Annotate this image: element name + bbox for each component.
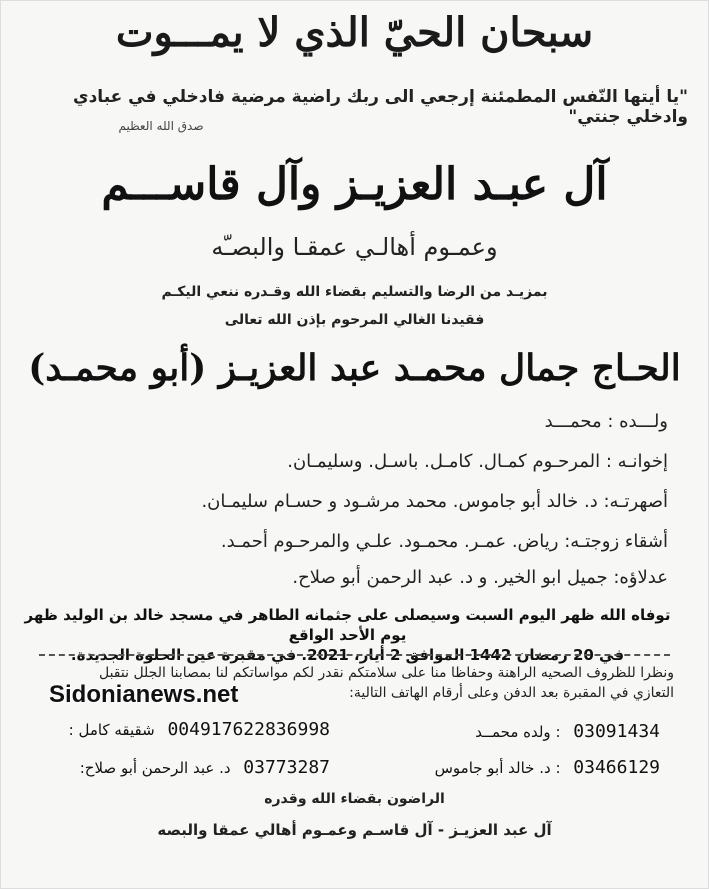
- phone-number: 03773287: [243, 757, 330, 778]
- families-heading: آل عبـد العزيـز وآل قاســـم: [101, 159, 608, 210]
- phone-brother: [69, 719, 338, 740]
- phone-label: د. عبد الرحمن أبو صلاح:: [79, 759, 231, 777]
- phone-separator: :: [555, 723, 561, 741]
- condolence-line-1: ونظرا للظروف الصحيه الراهنة وحفاظا منا على سلامتكم نقدر لكم مواساتكم لنا بمصابنا الجلل نتقبل: [98, 665, 674, 681]
- phone-number: 03091434: [573, 721, 660, 742]
- funeral-line-1: توفاه الله ظهر اليوم السبت وسيصلى على جثمانه الطاهر في مسجد خالد بن الوليد ظهر يوم الأحد الواقع: [24, 606, 671, 644]
- quran-verse: "يا أيتها النّفس المطمئنة إرجعي الى ربك راضية مرضية فادخلي في عبادي وادخلي جنتي": [73, 87, 688, 127]
- signature-line-1: الراضون بقضاء الله وقدره: [264, 791, 445, 807]
- phone-label: شقيقه كامل :: [68, 721, 155, 739]
- site-watermark: Sidonianews.net: [49, 681, 239, 708]
- funeral-line-2: في 20 رمضان 1442 الموافق 2 أيار، 2021. في مقبرة عين الحلوة الجديدة.: [70, 646, 625, 664]
- relative-brothers-in-law: عدلاؤه: جميل ابو الخير. و د. عبد الرحمن أبو صلاح.: [292, 567, 668, 588]
- verse-attribution: صدق الله العظيم: [118, 119, 204, 133]
- condolence-line-2: التعازي في المقبرة بعد الدفن وعلى أرقام الهاتف التالية:: [349, 685, 674, 701]
- announcement-line-2: فقيدنا الغالي المرحوم بإذن الله تعالى: [224, 312, 485, 328]
- signature-line-2: آل عبد العزيـز - آل قاسـم وعمـوم أهالي عمقا والبصه: [157, 821, 552, 839]
- villages-subheading: وعمـوم أهالـي عمقـا والبصـّه: [211, 233, 498, 261]
- phone-son: [475, 721, 668, 742]
- phone-separator: :: [555, 759, 561, 777]
- phone-abdulrahman: [80, 757, 338, 778]
- relative-in-laws: أصهرتـه: د. خالد أبو جاموس. محمد مرشـود و حسـام سليمـان.: [201, 491, 668, 512]
- section-divider: [39, 654, 670, 656]
- phone-number: 004917622836998: [167, 719, 330, 740]
- relative-brothers: إخوانـه : المرحـوم كمـال. كامـل. باسـل. وسليمـان.: [287, 451, 668, 472]
- phone-label: ولده محمــد: [475, 723, 551, 741]
- title-heading: سبحان الحيّ الذي لا يمـــوت: [115, 9, 594, 56]
- phone-label: د. خالد أبو جاموس: [434, 759, 551, 777]
- relative-wife-brothers: أشقاء زوجتـه: رياض. عمـر. محمـود. علـي والمرحـوم أحمـد.: [220, 531, 668, 552]
- funeral-details: [19, 605, 676, 665]
- phone-number: 03466129: [573, 757, 660, 778]
- deceased-name: الحـاج جمال محمـد عبد العزيـز (أبو محمـد): [28, 347, 681, 389]
- phone-khaled: [435, 757, 668, 778]
- announcement-line-1: بمزيـد من الرضا والتسليم بقضاء الله وقـدره ننعي اليكـم: [161, 284, 548, 300]
- relative-son: ولـــده : محمـــد: [544, 411, 668, 432]
